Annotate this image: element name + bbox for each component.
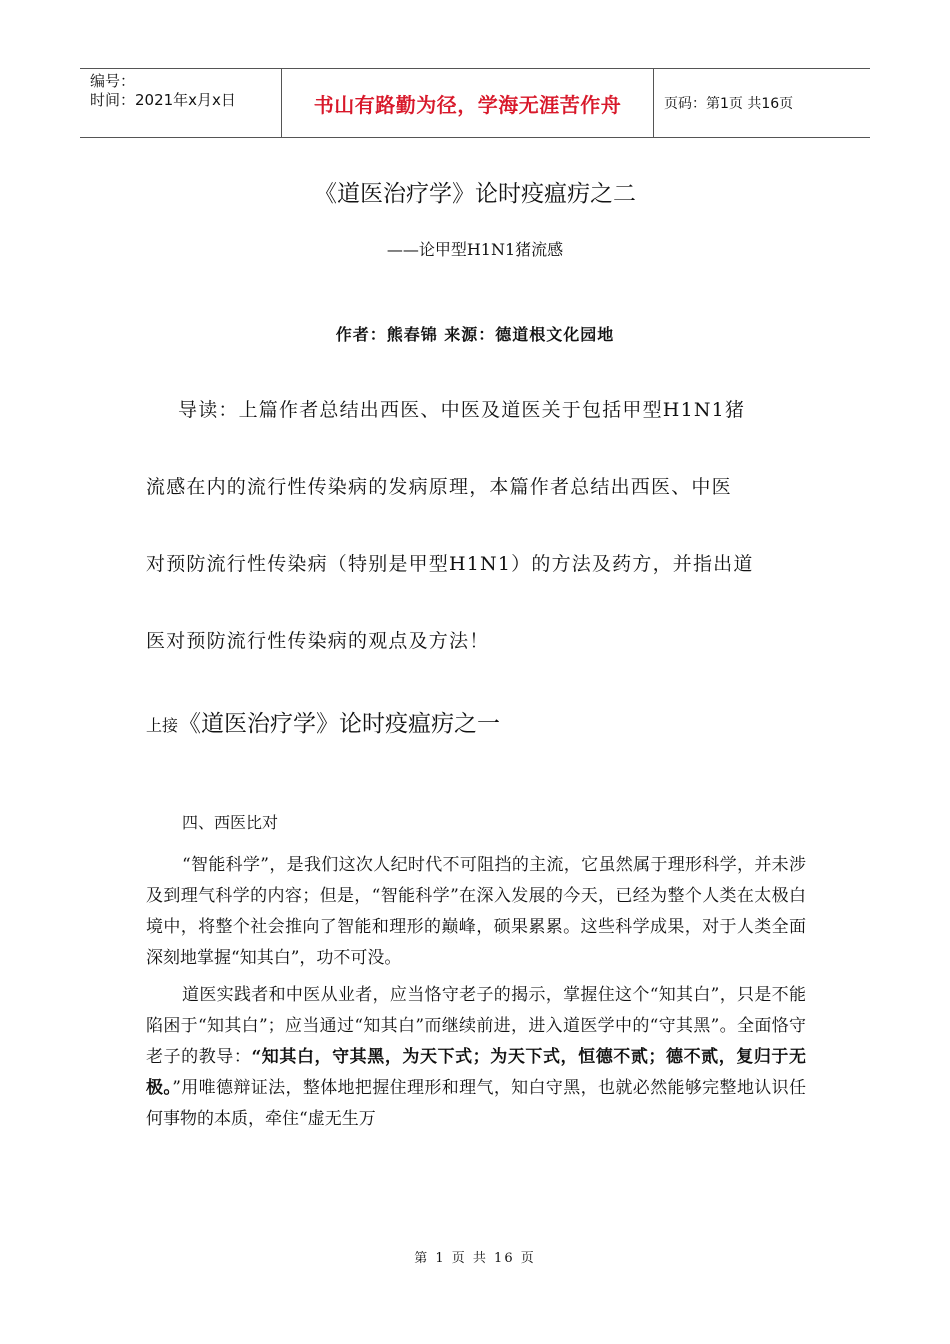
intro-line: 导读：上篇作者总结出西医、中医及道医关于包括甲型H1N1猪	[178, 399, 746, 421]
date-label: 时间：2021年x月x日	[90, 91, 236, 109]
paragraph-text: ”用唯德辩证法，整体地把握住理形和理气，知白守黑，也就必然能够完整地认识任何事物的本质，牵住“虚无生万	[146, 1078, 806, 1129]
section-body	[146, 850, 806, 1141]
number-label: 编号：	[90, 72, 136, 90]
document-subtitle: ——论甲型H1N1猪流感	[386, 240, 564, 259]
intro-line: 医对预防流行性传染病的观点及方法！	[146, 630, 490, 652]
author-line: 作者：熊春锦 来源：德道根文化园地	[335, 325, 615, 344]
intro-line: 流感在内的流行性传染病的发病原理，本篇作者总结出西医、中医	[146, 476, 732, 498]
continuation-heading	[146, 705, 500, 738]
intro-block	[146, 372, 806, 680]
quote-bold: “知其白，守其黑，为天下式；为天下式，恒德不贰；德不贰，复归于无极。	[146, 1047, 807, 1098]
document-header	[80, 68, 870, 138]
paragraph-text: 道医实践者和中医从业者，应当恪守老子的揭示，掌握住这个“知其白”，只是不能陷困于“知其白”；应当通过“知其白”而继续前进，进入道医学中的“守其黑”。全面恪守老子的教导：	[146, 985, 806, 1067]
document-title: 《道医治疗学》论时疫瘟疠之二	[314, 181, 636, 207]
continuation-prefix: 上接	[146, 716, 179, 735]
page-footer: 第 1 页 共 16 页	[414, 1251, 536, 1266]
header-page-info: 页码：第1页 共16页	[664, 96, 794, 112]
header-motto: 书山有路勤为径，学海无涯苦作舟	[282, 69, 654, 137]
paragraph	[146, 980, 806, 1135]
continuation-title: 《道医治疗学》论时疫瘟疠之一	[178, 711, 501, 737]
header-meta	[80, 69, 282, 137]
section-title: 四、西医比对	[182, 813, 279, 832]
paragraph: “智能科学”，是我们这次人纪时代不可阻挡的主流，它虽然属于理形科学，并未涉及到理气科学的内容；但是，“智能科学”在深入发展的今天，已经为整个人类在太极白境中，将整个社会推向了智能和理形的巅峰，硕果累累。这些科学成果，对于人类全面深刻地掌握“知其白”，功不可没。	[146, 855, 806, 968]
intro-line: 对预防流行性传染病（特别是甲型H1N1）的方法及药方，并指出道	[146, 553, 754, 575]
